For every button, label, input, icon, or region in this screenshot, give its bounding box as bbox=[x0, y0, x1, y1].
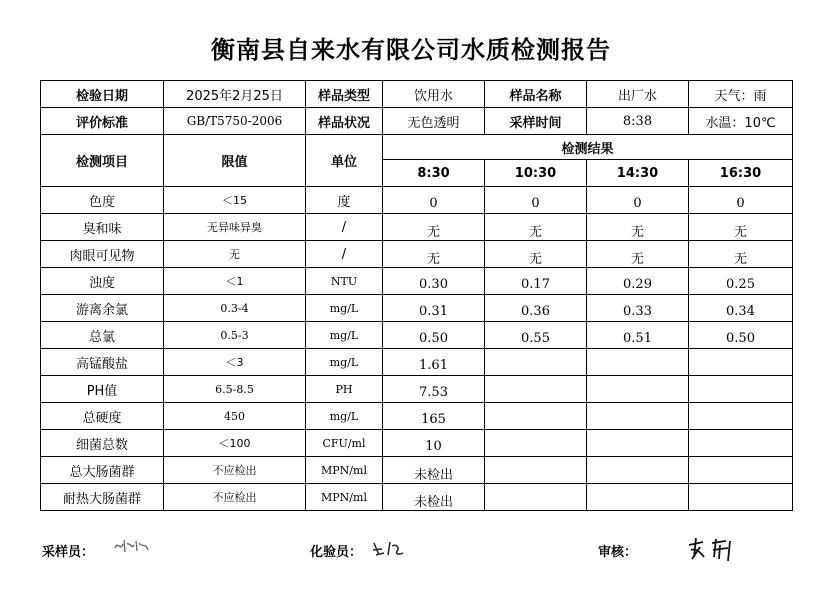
weather-value: 天气：雨 bbox=[689, 81, 793, 108]
row-item: 游离余氯 bbox=[41, 295, 164, 322]
date-label: 检验日期 bbox=[41, 81, 164, 108]
row-unit: mg/L bbox=[306, 322, 383, 349]
standard-value: GB/T5750-2006 bbox=[164, 108, 306, 135]
row-result-1: 0.30 bbox=[383, 268, 485, 295]
table-row bbox=[41, 349, 793, 376]
row-result-3 bbox=[587, 349, 689, 376]
row-limit: ＜15 bbox=[164, 187, 306, 214]
report-table bbox=[40, 80, 793, 511]
sampling-time-value: 8:38 bbox=[587, 108, 689, 135]
row-result-3 bbox=[587, 457, 689, 484]
row-result-1: 0.50 bbox=[383, 322, 485, 349]
row-result-2 bbox=[485, 430, 587, 457]
row-limit: 无 bbox=[164, 241, 306, 268]
sample-name-label: 样品名称 bbox=[485, 81, 587, 108]
row-item: 总硬度 bbox=[41, 403, 164, 430]
row-result-3: 无 bbox=[587, 241, 689, 268]
row-limit: 0.5-3 bbox=[164, 322, 306, 349]
row-unit: MPN/ml bbox=[306, 457, 383, 484]
row-result-4 bbox=[689, 349, 793, 376]
sampling-time-label: 采样时间 bbox=[485, 108, 587, 135]
table-row bbox=[41, 484, 793, 511]
row-result-4: 无 bbox=[689, 214, 793, 241]
row-unit: MPN/ml bbox=[306, 484, 383, 511]
sample-type-value: 饮用水 bbox=[383, 81, 485, 108]
row-limit: ＜1 bbox=[164, 268, 306, 295]
table-row bbox=[41, 214, 793, 241]
tester-signature bbox=[370, 537, 410, 559]
row-result-1: 0 bbox=[383, 187, 485, 214]
row-unit: / bbox=[306, 241, 383, 268]
sampler-signature bbox=[112, 536, 154, 556]
row-result-3 bbox=[587, 484, 689, 511]
row-unit: / bbox=[306, 214, 383, 241]
row-result-2 bbox=[485, 376, 587, 403]
col-header-item: 检测项目 bbox=[41, 135, 164, 187]
col-header-time-4: 16:30 bbox=[689, 160, 793, 187]
row-unit: 度 bbox=[306, 187, 383, 214]
row-result-3: 无 bbox=[587, 214, 689, 241]
header-row-1 bbox=[41, 135, 793, 160]
col-header-time-1: 8:30 bbox=[383, 160, 485, 187]
table-row bbox=[41, 241, 793, 268]
row-item: 细菌总数 bbox=[41, 430, 164, 457]
row-result-2: 0.36 bbox=[485, 295, 587, 322]
row-result-2: 无 bbox=[485, 214, 587, 241]
row-item: 高锰酸盐 bbox=[41, 349, 164, 376]
row-result-4: 0.34 bbox=[689, 295, 793, 322]
reviewer-label: 审核： bbox=[598, 545, 638, 560]
row-result-1: 165 bbox=[383, 403, 485, 430]
row-item: 总氯 bbox=[41, 322, 164, 349]
table-row bbox=[41, 187, 793, 214]
row-unit: CFU/ml bbox=[306, 430, 383, 457]
row-limit: 无异味异臭 bbox=[164, 214, 306, 241]
row-result-2 bbox=[485, 457, 587, 484]
col-header-limit: 限值 bbox=[164, 135, 306, 187]
table-row bbox=[41, 430, 793, 457]
row-result-2 bbox=[485, 484, 587, 511]
row-limit: ＜100 bbox=[164, 430, 306, 457]
row-result-3 bbox=[587, 403, 689, 430]
row-result-2: 0.55 bbox=[485, 322, 587, 349]
row-unit: mg/L bbox=[306, 295, 383, 322]
table-row bbox=[41, 403, 793, 430]
row-result-1: 未检出 bbox=[383, 457, 485, 484]
row-result-2: 0 bbox=[485, 187, 587, 214]
row-result-3: 0.29 bbox=[587, 268, 689, 295]
row-result-4 bbox=[689, 376, 793, 403]
row-item: 肉眼可见物 bbox=[41, 241, 164, 268]
row-result-4: 0 bbox=[689, 187, 793, 214]
row-result-3: 0.33 bbox=[587, 295, 689, 322]
row-result-2 bbox=[485, 403, 587, 430]
col-header-time-3: 14:30 bbox=[587, 160, 689, 187]
water-temp-value: 水温：10℃ bbox=[689, 108, 793, 135]
row-limit: ＜3 bbox=[164, 349, 306, 376]
row-item: 浊度 bbox=[41, 268, 164, 295]
tester-label: 化验员： bbox=[310, 545, 363, 560]
row-result-1: 0.31 bbox=[383, 295, 485, 322]
row-result-4 bbox=[689, 457, 793, 484]
row-limit: 不应检出 bbox=[164, 457, 306, 484]
col-header-results: 检测结果 bbox=[383, 135, 793, 160]
row-result-3 bbox=[587, 376, 689, 403]
row-unit: mg/L bbox=[306, 403, 383, 430]
row-result-2: 无 bbox=[485, 241, 587, 268]
sample-type-label: 样品类型 bbox=[306, 81, 383, 108]
col-header-unit: 单位 bbox=[306, 135, 383, 187]
info-row-1 bbox=[41, 81, 793, 108]
sample-state-value: 无色透明 bbox=[383, 108, 485, 135]
row-result-3 bbox=[587, 430, 689, 457]
row-result-4: 无 bbox=[689, 241, 793, 268]
sampler-label: 采样员： bbox=[42, 545, 95, 560]
table-row bbox=[41, 457, 793, 484]
row-result-4: 0.50 bbox=[689, 322, 793, 349]
standard-label: 评价标准 bbox=[41, 108, 164, 135]
sample-name-value: 出厂水 bbox=[587, 81, 689, 108]
row-result-2: 0.17 bbox=[485, 268, 587, 295]
row-unit: mg/L bbox=[306, 349, 383, 376]
row-item: 臭和味 bbox=[41, 214, 164, 241]
row-result-3: 0.51 bbox=[587, 322, 689, 349]
row-result-1: 无 bbox=[383, 214, 485, 241]
table-row bbox=[41, 268, 793, 295]
sample-state-label: 样品状况 bbox=[306, 108, 383, 135]
row-result-4 bbox=[689, 484, 793, 511]
row-unit: PH bbox=[306, 376, 383, 403]
row-result-1: 未检出 bbox=[383, 484, 485, 511]
row-result-4: 0.25 bbox=[689, 268, 793, 295]
table-row bbox=[41, 322, 793, 349]
row-result-4 bbox=[689, 403, 793, 430]
col-header-time-2: 10:30 bbox=[485, 160, 587, 187]
table-row bbox=[41, 295, 793, 322]
row-limit: 450 bbox=[164, 403, 306, 430]
row-result-2 bbox=[485, 349, 587, 376]
row-limit: 6.5-8.5 bbox=[164, 376, 306, 403]
row-item: PH值 bbox=[41, 376, 164, 403]
row-unit: NTU bbox=[306, 268, 383, 295]
info-row-2 bbox=[41, 108, 793, 135]
row-result-4 bbox=[689, 430, 793, 457]
row-item: 耐热大肠菌群 bbox=[41, 484, 164, 511]
reviewer-signature bbox=[686, 535, 738, 563]
row-result-1: 10 bbox=[383, 430, 485, 457]
row-item: 色度 bbox=[41, 187, 164, 214]
row-item: 总大肠菌群 bbox=[41, 457, 164, 484]
row-result-3: 0 bbox=[587, 187, 689, 214]
row-result-1: 7.53 bbox=[383, 376, 485, 403]
row-result-1: 无 bbox=[383, 241, 485, 268]
date-value: 2025年2月25日 bbox=[164, 81, 306, 108]
row-result-1: 1.61 bbox=[383, 349, 485, 376]
report-title: 衡南县自来水有限公司水质检测报告 bbox=[211, 36, 611, 64]
row-limit: 0.3-4 bbox=[164, 295, 306, 322]
row-limit: 不应检出 bbox=[164, 484, 306, 511]
table-row bbox=[41, 376, 793, 403]
